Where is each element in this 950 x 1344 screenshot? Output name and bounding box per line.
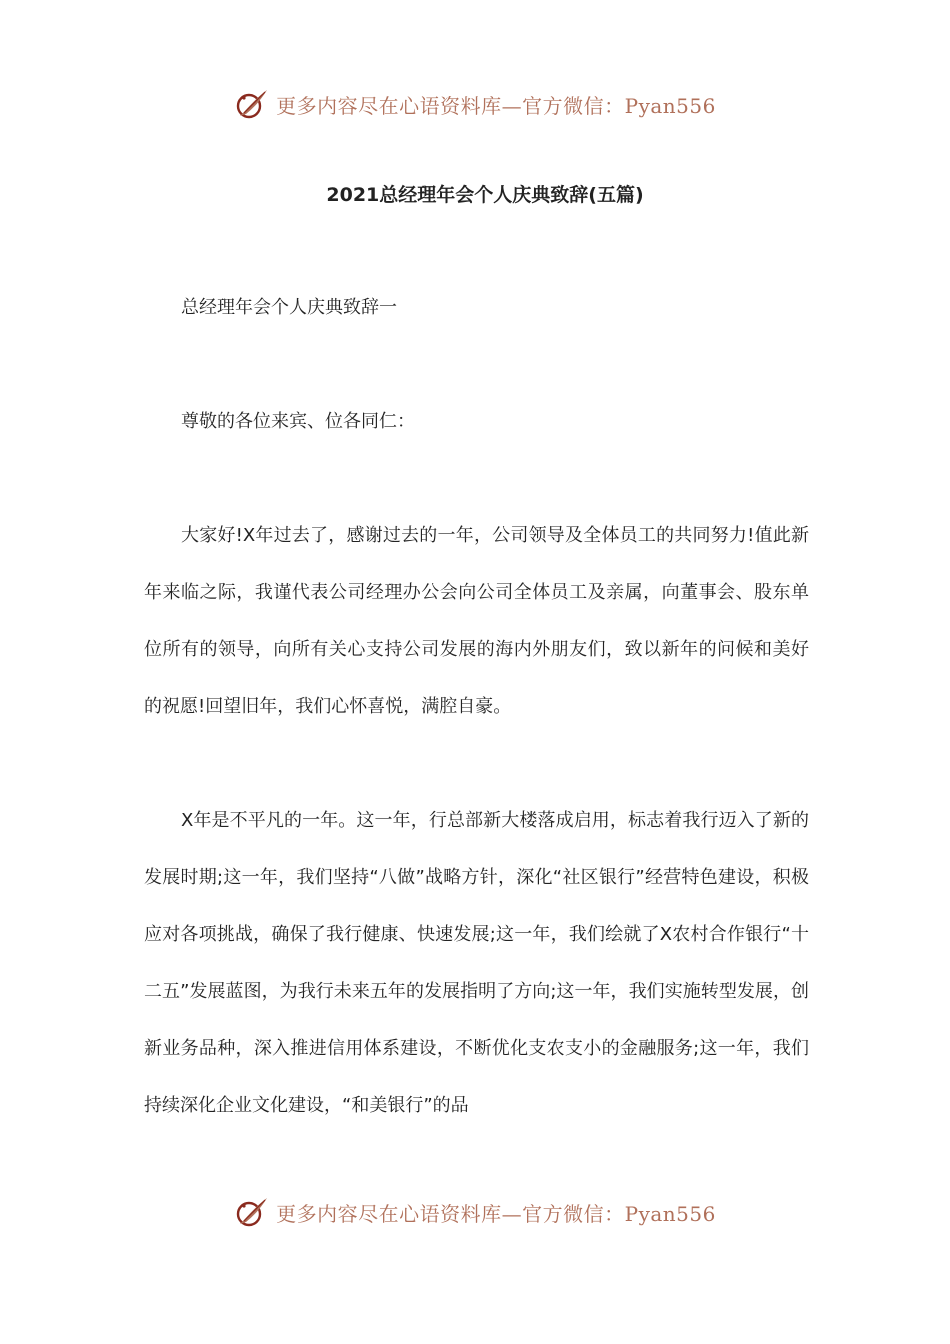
document-title: 2021总经理年会个人庆典致辞(五篇) <box>326 184 644 206</box>
quill-logo-icon <box>234 86 270 122</box>
body-paragraph: 大家好!X年过去了，感谢过去的一年，公司领导及全体员工的共同努力!值此新年来临之际，我谨代表公司经理办公会向公司全体员工及亲属，向董事会、股东单位所有的领导，向所有关心支持公司发展的海内外朋友们，致以新年的问候和美好的祝愿!回望旧年，我们心怀喜悦，满腔自豪。 <box>144 525 809 717</box>
header-banner-text: 更多内容尽在心语资料库—官方微信：Pyan556 <box>276 93 716 118</box>
header-banner-content <box>234 86 716 122</box>
footer-banner-text: 更多内容尽在心语资料库—官方微信：Pyan556 <box>276 1201 716 1226</box>
header-banner <box>0 84 950 124</box>
salutation-paragraph: 尊敬的各位来宾、位各同仁： <box>181 411 415 432</box>
section-heading: 总经理年会个人庆典致辞一 <box>181 297 397 318</box>
document-body <box>144 279 809 1191</box>
body-paragraph: X年是不平凡的一年。这一年，行总部新大楼落成启用，标志着我行迈入了新的发展时期;这一年，我们坚持“八做”战略方针，深化“社区银行”经营特色建设，积极应对各项挑战，确保了我行健康、快速发展;这一年，我们绘就了X农村合作银行“十二五”发展蓝图，为我行未来五年的发展指明了方向;这一年，我们实施转型发展，创新业务品种，深入推进信用体系建设，不断优化支农支小的金融服务;这一年，我们持续深化企业文化建设，“和美银行”的品 <box>144 810 809 1116</box>
footer-banner-content <box>234 1194 716 1230</box>
footer-banner <box>0 1192 950 1232</box>
quill-logo-icon <box>234 1194 270 1230</box>
